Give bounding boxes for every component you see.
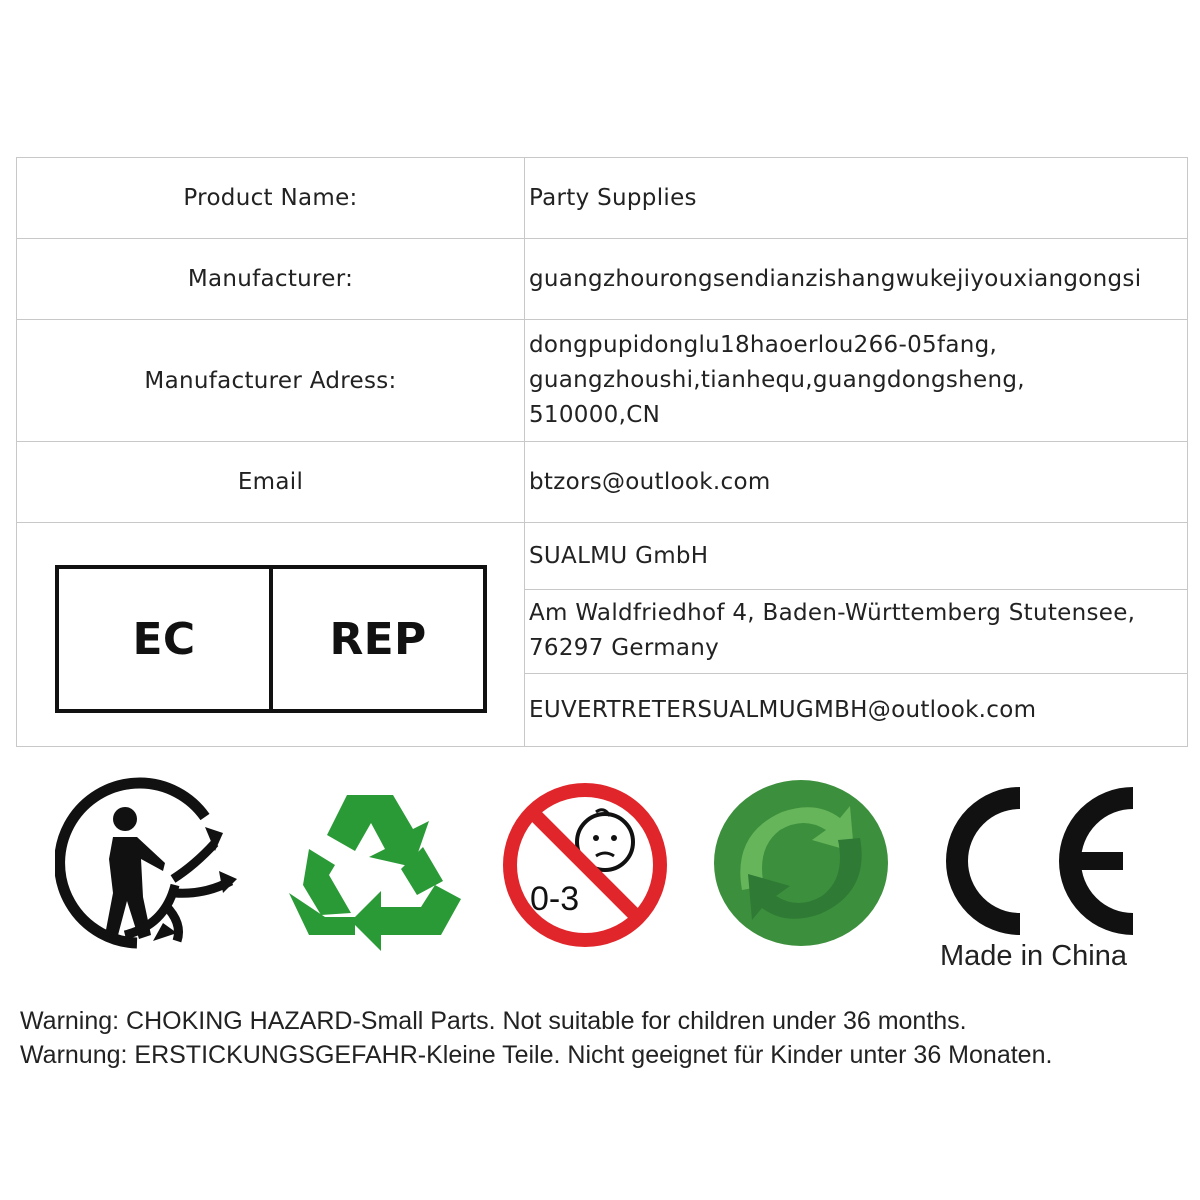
- email-value: btzors@outlook.com: [525, 442, 1188, 523]
- product-name-label: Product Name:: [17, 158, 525, 239]
- warning-en: Warning: CHOKING HAZARD-Small Parts. Not suitable for children under 36 months.: [20, 1007, 967, 1035]
- ec-rep-email: EUVERTRETERSUALMUGMBH@outlook.com: [529, 696, 1037, 723]
- manufacturer-label: Manufacturer:: [17, 239, 525, 320]
- warning-text: [20, 1004, 1190, 1072]
- ec-rep-company: SUALMU GmbH: [525, 523, 1187, 589]
- made-in-label: Made in China: [940, 940, 1127, 972]
- table-row: [17, 239, 1188, 320]
- ec-rep-address: [525, 589, 1187, 673]
- recycle-icon: [285, 785, 465, 955]
- email-label: Email: [17, 442, 525, 523]
- ec-rep-details: [525, 523, 1188, 747]
- green-dot-icon: [712, 778, 890, 948]
- age-0-3-warning-icon: [500, 780, 670, 950]
- address-value: [525, 320, 1188, 442]
- address-label: Manufacturer Adress:: [17, 320, 525, 442]
- ec-rep-left: EC: [132, 613, 196, 665]
- table-row: [17, 523, 1188, 747]
- address-line-1: dongpupidonglu18haoerlou266-05fang,: [529, 332, 998, 358]
- ec-rep-subtable: [525, 523, 1187, 746]
- manufacturer-value: guangzhourongsendianzishangwukejiyouxiangongsi: [525, 239, 1188, 320]
- address-line-3: 510000,CN: [529, 402, 661, 428]
- ec-rep-address-line-1: Am Waldfriedhof 4, Baden-Württemberg Stutensee,: [529, 600, 1136, 626]
- ec-rep-symbol: [55, 565, 487, 713]
- ce-mark-icon: [935, 786, 1140, 936]
- age-label: 0-3: [530, 880, 580, 918]
- ec-rep-cell: [17, 523, 525, 747]
- table-row: [17, 158, 1188, 239]
- table-row: [17, 442, 1188, 523]
- product-info-table: [16, 157, 1188, 747]
- address-line-2: guangzhoushi,tianhequ,guangdongsheng,: [529, 367, 1025, 393]
- warning-de: Warnung: ERSTICKUNGSGEFAHR-Kleine Teile. Nicht geeignet für Kinder unter 36 Monaten.: [20, 1041, 1053, 1069]
- ec-rep-address-line-2: 76297 Germany: [529, 635, 720, 661]
- product-name-value: Party Supplies: [525, 158, 1188, 239]
- triman-icon: [55, 775, 240, 960]
- table-row: [17, 320, 1188, 442]
- ec-rep-right: REP: [269, 569, 483, 709]
